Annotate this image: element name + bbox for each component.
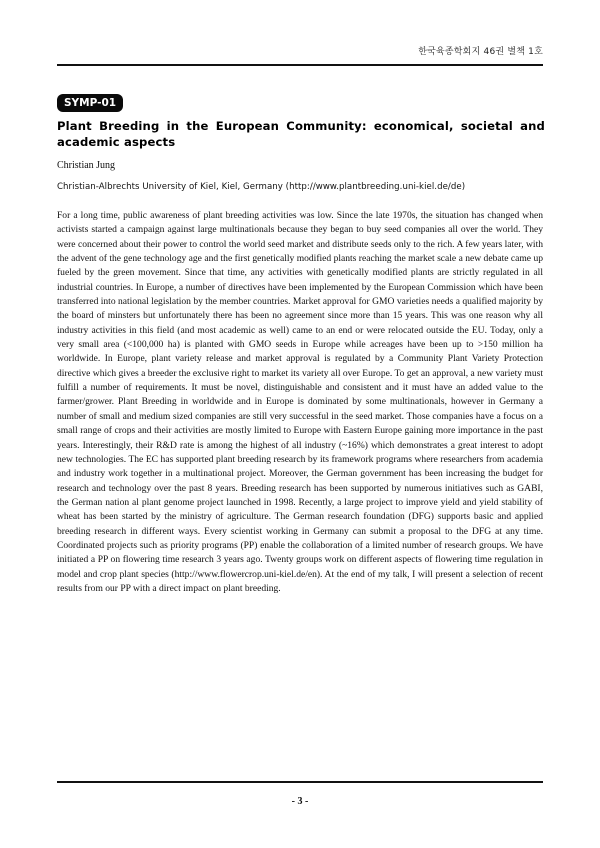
header-rule (57, 64, 543, 66)
author-affiliation: Christian-Albrechts University of Kiel, Kiel, Germany (http://www.plantbreeding.uni-kiel.de/de) (57, 182, 466, 192)
footer-rule (57, 781, 543, 783)
paper-title: Plant Breeding in the European Community: economical, societal and academic aspects (57, 119, 545, 149)
abstract-body: For a long time, public awareness of plant breeding activities was low. Since the late 1970s, the situation has changed when activists started a campaign against large multinationals because they began to buy seed companies all over the world. They were concerned about their power to control the world seed market and distribute seeds only to the rich. A few years later, with the advent of the gene technology age and the first genetically modified plants reaching the market scale a new debate came up fueled by the green movement. Since that time, any activities with genetically modified plants are strictly regulated in all industrial countries. In Europe, a number of directives have been implemented by the European Commission which have been transferred into national legislation by the member countries. Market approval for GMO varieties needs a qualified majority by the board of minsters but unfortunately there has been no agreement since more than 15 years. This was one reason why all industry activities in this field (and most academic as well) came to an end or were relocated outside the EU. Today, only a very small area (<100,000 ha) is planted with GMO seeds in Europe while acreages have been up to >150 million ha worldwide. In Europe, plant variety release and market approval is regulated by a Community Plant Variety Protection directive which gives a breeder the exclusive right to market its variety all over Europe. To get an approval, a new variety must fulfill a number of requirements. It must be novel, distinguishable and consistent and it must have an added value to the farmer/grower. Plant Breeding in worldwide and in Europe is dominated by some multinationals, however in Germany a number of small and medium sized companies are still very successful in the seed market. Those companies have a focus on a small range of crops and their activities are mostly limited to Europe with Eastern Europe gaining more importance in the past years. Interestingly, their R&D rate is among the highest of all industry (~16%) which demonstrates a great interest to adopt new technologies. The EC has supported plant breeding research by its framework programs where researchers from academia and industry work together in a multinational project. Moreover, the German government has been increasing the budget for research and technology over the past 8 years. Breeding research has been supported by numerous initiatives such as GABI, the German nation al plant genome project launched in 1998. Recently, a large project to improve yield and yield stability of wheat has been started by the ministry of agriculture. The German research foundation (DFG) supports basic and applied breeding research in different ways. Every scientist working in Germany can submit a proposal to the DFG at any time. Coordinated projects such as priority programs (PP) enable the collaboration of a limited number of research groups. We have initiated a PP on flowering time research 3 years ago. Twenty groups work on different aspects of flowering time regulation in model and crop plant species (http://www.flowercrop.uni-kiel.de/en). At the end of my talk, I will present a selection of recent results from our PP with a direct impact on plant breeding. (57, 210, 543, 594)
page-number: - 3 - (291, 796, 309, 807)
author-name: Christian Jung (57, 160, 116, 171)
session-badge: SYMP-01 (57, 94, 123, 112)
journal-header: 한국육종학회지 46권 별책 1호 (418, 47, 543, 57)
